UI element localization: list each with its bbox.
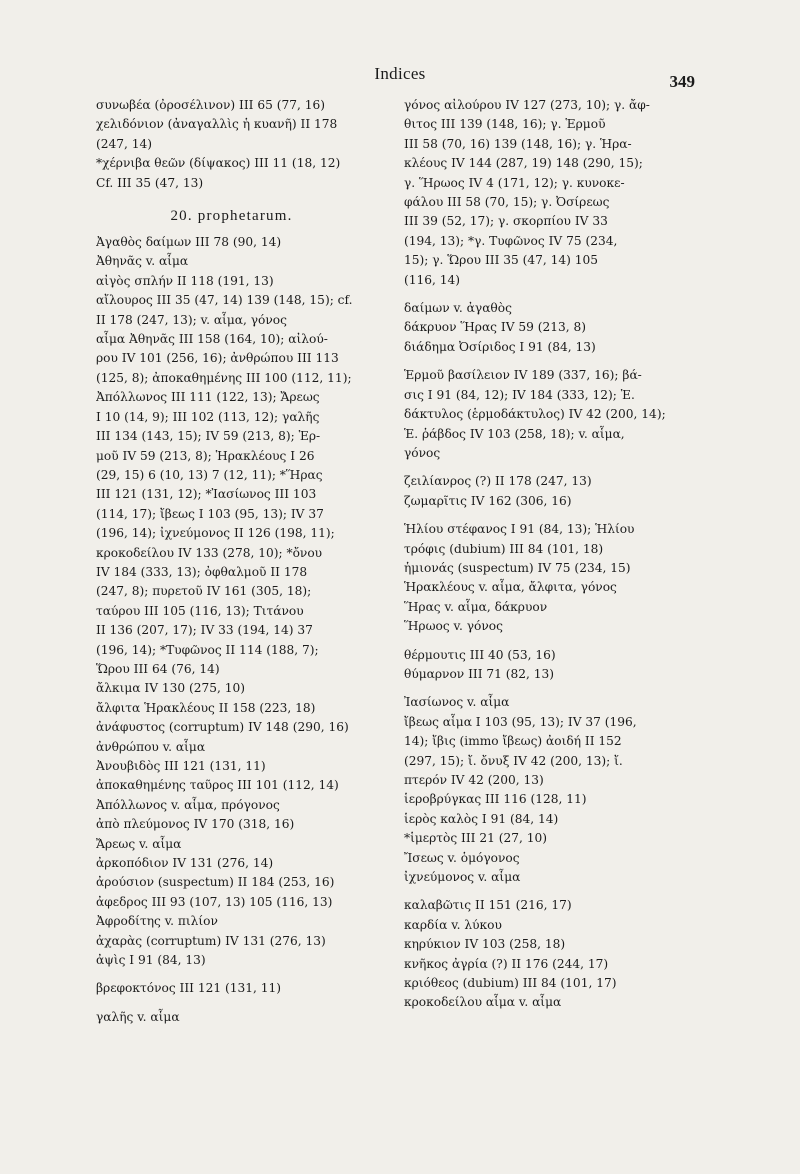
left-block-3 bbox=[96, 979, 367, 998]
index-entry-line: III 121 (131, 12); *Ἰασίωνος III 103 bbox=[96, 487, 317, 502]
left-block-4 bbox=[96, 1008, 367, 1027]
section-heading: 20. prophetarum. bbox=[170, 208, 293, 225]
index-entry-line: III 39 (52, 17); γ. σκορπίου IV 33 bbox=[404, 214, 608, 229]
right-block-7 bbox=[404, 693, 710, 887]
index-entry-line: συνωβέα (ὀροσέλινον) III 65 (77, 16) bbox=[96, 98, 326, 112]
index-entry-line: 15); γ. Ὥρου III 35 (47, 14) 105 bbox=[404, 253, 599, 268]
index-entry-line: ἴβεως αἷμα I 103 (95, 13); IV 37 (196, bbox=[404, 714, 637, 729]
index-entry-line: (196, 14); ἰχνεύμονος II 126 (198, 11); bbox=[96, 526, 335, 541]
index-entry-line: (194, 13); *γ. Τυφῶνος IV 75 (234, bbox=[404, 233, 618, 248]
right-block-1 bbox=[404, 96, 710, 290]
index-entry-line: Ὥρου III 64 (76, 14) bbox=[96, 661, 220, 676]
index-entry-line: αἷμα Ἀθηνᾶς III 158 (164, 10); αἰλού- bbox=[96, 332, 328, 347]
index-entry-line: (116, 14) bbox=[404, 272, 461, 287]
index-entry-line: Ἀθηνᾶς v. αἷμα bbox=[96, 254, 189, 269]
index-entry-line: φάλου III 58 (70, 15); γ. Ὀσίρεως bbox=[404, 195, 610, 210]
index-entry-line: γαλῆς v. αἷμα bbox=[96, 1009, 180, 1024]
index-entry-line: (247, 14) bbox=[96, 136, 153, 151]
index-entry-line: δαίμων v. ἀγαθὸς bbox=[404, 301, 512, 316]
index-entry-line: Ἡρακλέους v. αἷμα, ἄλφιτα, γόνος bbox=[404, 580, 617, 595]
index-entry-line: II 136 (207, 17); IV 33 (194, 14) 37 bbox=[96, 623, 313, 638]
index-entry-line: Cf. III 35 (47, 13) bbox=[96, 175, 204, 190]
index-entry-line: ἄλκιμα IV 130 (275, 10) bbox=[96, 681, 246, 696]
index-entry-line: κλέους IV 144 (287, 19) 148 (290, 15); bbox=[404, 156, 643, 171]
index-entry-line: τρόφις (dubium) III 84 (101, 18) bbox=[404, 541, 604, 556]
right-block-8 bbox=[404, 896, 710, 1012]
index-entry-line: ἀρκοπόδιον IV 131 (276, 14) bbox=[96, 856, 274, 871]
index-entry-line: γόνος bbox=[404, 445, 441, 460]
index-entry-line: διάδημα Ὀσίριδος I 91 (84, 13) bbox=[404, 339, 596, 354]
index-entry-line: (125, 8); ἀποκαθημένης III 100 (112, 11); bbox=[96, 370, 352, 385]
index-entry-line: αἰγὸς σπλήν II 118 (191, 13) bbox=[96, 273, 274, 288]
index-entry-line: κριόθεος (dubium) III 84 (101, 17) bbox=[404, 976, 617, 991]
index-entry-line: Ἀγαθὸς δαίμων III 78 (90, 14) bbox=[96, 235, 282, 250]
index-entry-line: Ἡλίου στέφανος I 91 (84, 13); Ἡλίου bbox=[404, 522, 635, 537]
right-block-5 bbox=[404, 520, 710, 636]
right-block-6 bbox=[404, 646, 710, 685]
index-entry-line: ἀρούσιον (suspectum) II 184 (253, 16) bbox=[96, 875, 335, 890]
index-entry-line: κνῆκος ἀγρία (?) II 176 (244, 17) bbox=[404, 956, 609, 971]
running-head: Indices bbox=[374, 64, 426, 83]
index-entry-line: ἀνθρώπου v. αἷμα bbox=[96, 739, 206, 754]
index-entry-line: βρεφοκτόνος III 121 (131, 11) bbox=[96, 981, 282, 996]
index-entry-line: III 58 (70, 16) 139 (148, 16); γ. Ἡρα- bbox=[404, 136, 632, 151]
index-entry-line: ρου IV 101 (256, 16); ἀνθρώπου III 113 bbox=[96, 351, 339, 366]
index-entry-line: αἴλουρος III 35 (47, 14) 139 (148, 15); cf. bbox=[96, 293, 353, 308]
index-entry-line: Ἥρας v. αἷμα, δάκρυον bbox=[404, 599, 548, 614]
index-entry-line: I 10 (14, 9); III 102 (113, 12); γαλῆς bbox=[96, 409, 320, 424]
index-entry-line: ἀχαρὰς (corruptum) IV 131 (276, 13) bbox=[96, 933, 326, 948]
index-entry-line: Ἰασίωνος v. αἷμα bbox=[404, 695, 510, 710]
left-block-1 bbox=[96, 96, 367, 193]
index-entry-line: Ἄρεως v. αἷμα bbox=[96, 836, 182, 851]
index-entry-line: ἄλφιτα Ἡρακλέους II 158 (223, 18) bbox=[96, 700, 316, 715]
index-entry-line: Ἴσεως v. ὁμόγονος bbox=[404, 850, 520, 865]
index-entry-line: ἰχνεύμονος v. αἷμα bbox=[404, 870, 521, 885]
index-entry-line: μοῦ IV 59 (213, 8); Ἡρακλέους I 26 bbox=[96, 448, 315, 463]
index-entry-line: Ἑ. ῥάβδος IV 103 (258, 18); v. αἷμα, bbox=[404, 426, 625, 441]
index-entry-line: κροκοδείλου αἷμα v. αἷμα bbox=[404, 995, 562, 1010]
index-entry-line: καλαβῶτις II 151 (216, 17) bbox=[404, 898, 572, 913]
page-number: 349 bbox=[669, 72, 695, 91]
index-entry-line: ἀνάφυστος (corruptum) IV 148 (290, 16) bbox=[96, 720, 349, 735]
left-block-2 bbox=[96, 233, 367, 970]
index-entry-line: Ἀνουβιδὸς III 121 (131, 11) bbox=[96, 759, 266, 773]
index-entry-line: χελιδόνιον (ἀναγαλλὶς ἡ κυανῆ) II 178 bbox=[96, 117, 338, 132]
index-entry-line: καρδία v. λύκου bbox=[404, 917, 502, 932]
right-block-2 bbox=[404, 299, 710, 357]
index-entry-line: Ἥρωος v. γόνος bbox=[404, 619, 503, 634]
index-entry-line: (29, 15) 6 (10, 13) 7 (12, 11); *Ἥρας bbox=[96, 467, 323, 482]
index-entry-line: ἀψὶς I 91 (84, 13) bbox=[96, 953, 206, 968]
index-entry-line: πτερόν IV 42 (200, 13) bbox=[404, 773, 544, 787]
index-entry-line: κηρύκιον IV 103 (258, 18) bbox=[404, 937, 566, 952]
index-entry-line: ἡμιονάς (suspectum) IV 75 (234, 15) bbox=[404, 560, 631, 575]
index-entry-line: γ. Ἥρωος IV 4 (171, 12); γ. κυνοκε- bbox=[404, 175, 625, 190]
index-entry-line: κροκοδείλου IV 133 (278, 10); *ὄνου bbox=[96, 545, 323, 560]
index-entry-line: *χέρνιβα θεῶν (δίψακος) III 11 (18, 12) bbox=[96, 156, 341, 171]
index-entry-line: Ἀπόλλωνος v. αἷμα, πρόγονος bbox=[96, 797, 280, 812]
index-entry-line: δάκρυον Ἥρας IV 59 (213, 8) bbox=[404, 320, 587, 335]
right-block-4 bbox=[404, 472, 710, 511]
index-entry-line: ἱερὸς καλὸς I 91 (84, 14) bbox=[404, 811, 559, 826]
index-entry-line: ἀπὸ πλεύμονος IV 170 (318, 16) bbox=[96, 817, 295, 832]
index-entry-line: (247, 8); πυρετοῦ IV 161 (305, 18); bbox=[96, 584, 312, 599]
index-entry-line: (196, 14); *Τυφῶνος II 114 (188, 7); bbox=[96, 642, 319, 657]
index-entry-line: θέρμουτις III 40 (53, 16) bbox=[404, 647, 556, 662]
index-entry-line: (297, 15); ἴ. ὄνυξ IV 42 (200, 13); ἴ. bbox=[404, 753, 623, 768]
index-entry-line: σις I 91 (84, 12); IV 184 (333, 12); Ἑ. bbox=[404, 387, 635, 402]
index-entry-line: 14); ἴβις (immo ἴβεως) ἀοιδή II 152 bbox=[404, 734, 622, 749]
index-entry-line: θύμαρνον III 71 (82, 13) bbox=[404, 666, 555, 681]
index-entry-line: ἀποκαθημένης ταῦρος III 101 (112, 14) bbox=[96, 778, 339, 793]
index-entry-line: ζειλίανρος (?) II 178 (247, 13) bbox=[404, 474, 592, 489]
index-entry-line: IV 184 (333, 13); ὀφθαλμοῦ II 178 bbox=[96, 564, 308, 579]
index-entry-line: δάκτυλος (ἑρμοδάκτυλος) IV 42 (200, 14); bbox=[404, 407, 666, 422]
index-entry-line: ἀφεδρος III 93 (107, 13) 105 (116, 13) bbox=[96, 894, 333, 909]
right-block-3 bbox=[404, 366, 710, 463]
index-entry-line: II 178 (247, 13); v. αἷμα, γόνος bbox=[96, 312, 287, 327]
index-entry-line: θιτος III 139 (148, 16); γ. Ἑρμοῦ bbox=[404, 117, 606, 132]
index-entry-line: ταύρου III 105 (116, 13); Τιτάνου bbox=[96, 603, 304, 618]
index-entry-line: γόνος αἰλούρου IV 127 (273, 10); γ. ἄφ- bbox=[404, 98, 650, 112]
index-entry-line: ἱεροβρύγκας III 116 (128, 11) bbox=[404, 792, 587, 807]
index-entry-line: Ἑρμοῦ βασίλειον IV 189 (337, 16); βά- bbox=[404, 368, 642, 383]
index-entry-line: III 134 (143, 15); IV 59 (213, 8); Ἑρ- bbox=[96, 429, 321, 444]
index-entry-line: Ἀφροδίτης v. πιλίον bbox=[96, 914, 218, 929]
index-entry-line: ζωμαρῖτις IV 162 (306, 16) bbox=[404, 493, 572, 508]
right-column bbox=[404, 96, 710, 1013]
index-entry-line: *ἱμερτὸς III 21 (27, 10) bbox=[404, 831, 548, 846]
index-entry-line: Ἀπόλλωνος III 111 (122, 13); Ἄρεως bbox=[96, 390, 320, 405]
index-entry-line: (114, 17); ἴβεως I 103 (95, 13); IV 37 bbox=[96, 506, 324, 521]
left-column bbox=[96, 96, 367, 1027]
